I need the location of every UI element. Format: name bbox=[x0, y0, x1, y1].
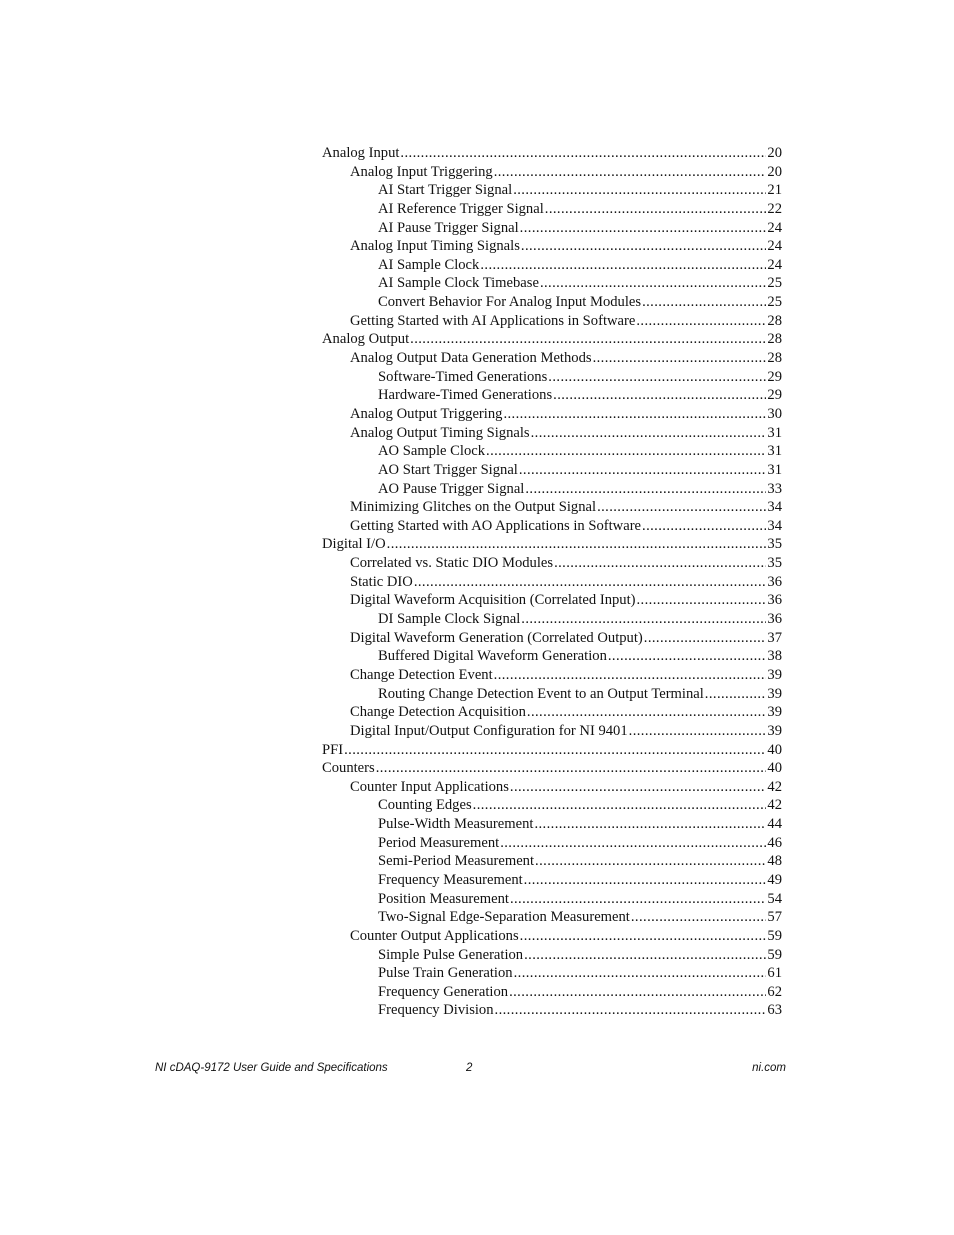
toc-entry[interactable] bbox=[322, 983, 782, 1002]
toc-entry-page-number: 31 bbox=[767, 461, 782, 478]
toc-dot-leader bbox=[540, 274, 766, 293]
toc-entry-page-number: 25 bbox=[767, 275, 782, 292]
toc-dot-leader bbox=[410, 330, 766, 349]
toc-entry-page-number: 39 bbox=[767, 685, 782, 702]
toc-dot-leader bbox=[510, 890, 766, 909]
toc-entry-page-number: 29 bbox=[767, 368, 782, 385]
toc-entry-page-number: 24 bbox=[767, 256, 782, 273]
toc-entry-page-number: 63 bbox=[767, 1002, 782, 1019]
toc-entry-page-number: 39 bbox=[767, 704, 782, 721]
toc-dot-leader bbox=[509, 983, 766, 1002]
toc-entry-page-number: 42 bbox=[767, 797, 782, 814]
toc-dot-leader bbox=[527, 703, 767, 722]
toc-entry-title: AI Sample Clock bbox=[378, 256, 480, 273]
toc-entry-page-number: 62 bbox=[767, 983, 782, 1000]
toc-dot-leader bbox=[631, 908, 767, 927]
toc-dot-leader bbox=[531, 424, 767, 443]
toc-dot-leader bbox=[636, 312, 766, 331]
toc-entry-page-number: 31 bbox=[767, 443, 782, 460]
toc-entry-page-number: 34 bbox=[767, 517, 782, 534]
toc-dot-leader bbox=[486, 442, 766, 461]
toc-entry-title: Period Measurement bbox=[378, 834, 500, 851]
toc-dot-leader bbox=[344, 741, 766, 760]
toc-dot-leader bbox=[521, 237, 767, 256]
toc-entry-title: AI Sample Clock Timebase bbox=[378, 275, 539, 292]
toc-entry[interactable] bbox=[322, 741, 782, 760]
table-of-contents bbox=[322, 144, 782, 1020]
toc-entry-title: Pulse-Width Measurement bbox=[378, 816, 534, 833]
toc-entry-title: Analog Input Timing Signals bbox=[350, 238, 520, 255]
toc-entry[interactable] bbox=[322, 666, 782, 685]
toc-entry-title: Simple Pulse Generation bbox=[378, 946, 524, 963]
toc-entry-page-number: 28 bbox=[767, 331, 782, 348]
toc-entry[interactable] bbox=[322, 647, 782, 666]
toc-entry-title: Digital Input/Output Configuration for NI 9401 bbox=[350, 722, 628, 739]
toc-dot-leader bbox=[642, 517, 766, 536]
toc-entry[interactable] bbox=[322, 890, 782, 909]
toc-entry-page-number: 20 bbox=[767, 163, 782, 180]
toc-dot-leader bbox=[535, 852, 766, 871]
toc-entry-title: AI Reference Trigger Signal bbox=[378, 200, 544, 217]
toc-dot-leader bbox=[705, 685, 767, 704]
toc-entry-page-number: 31 bbox=[767, 424, 782, 441]
toc-entry[interactable] bbox=[322, 629, 782, 648]
toc-entry[interactable] bbox=[322, 274, 782, 293]
toc-entry-title: Correlated vs. Static DIO Modules bbox=[350, 555, 554, 572]
toc-entry-title: Frequency Generation bbox=[378, 983, 509, 1000]
toc-entry-title: Static DIO bbox=[350, 573, 413, 590]
toc-entry-page-number: 48 bbox=[767, 853, 782, 870]
toc-entry-title: Minimizing Glitches on the Output Signal bbox=[350, 499, 597, 516]
toc-entry-title: Frequency Division bbox=[378, 1002, 494, 1019]
toc-entry-page-number: 20 bbox=[767, 145, 782, 161]
toc-entry-title: Semi-Period Measurement bbox=[378, 853, 535, 870]
toc-dot-leader bbox=[513, 181, 766, 200]
toc-entry-page-number: 40 bbox=[767, 741, 782, 758]
toc-entry-title: Convert Behavior For Analog Input Modules bbox=[378, 294, 642, 311]
toc-entry[interactable] bbox=[322, 256, 782, 275]
toc-entry-page-number: 44 bbox=[767, 816, 782, 833]
toc-dot-leader bbox=[524, 871, 767, 890]
toc-entry-title: Frequency Measurement bbox=[378, 871, 523, 888]
page-footer bbox=[0, 1062, 954, 1078]
toc-entry[interactable] bbox=[322, 424, 782, 443]
toc-entry[interactable] bbox=[322, 796, 782, 815]
toc-entry-page-number: 36 bbox=[767, 573, 782, 590]
toc-entry-title: Position Measurement bbox=[378, 890, 509, 907]
toc-entry-title: Analog Input Triggering bbox=[350, 163, 493, 180]
toc-entry[interactable] bbox=[322, 517, 782, 536]
toc-entry-title: Analog Input bbox=[322, 145, 400, 161]
toc-dot-leader bbox=[545, 200, 767, 219]
toc-entry[interactable] bbox=[322, 610, 782, 629]
toc-entry-page-number: 40 bbox=[767, 760, 782, 777]
toc-dot-leader bbox=[503, 405, 766, 424]
toc-entry-title: Analog Output Timing Signals bbox=[350, 424, 530, 441]
toc-entry-title: AI Pause Trigger Signal bbox=[378, 219, 519, 236]
toc-entry[interactable] bbox=[322, 368, 782, 387]
toc-dot-leader bbox=[495, 1001, 767, 1020]
toc-dot-leader bbox=[524, 946, 766, 965]
toc-entry-page-number: 25 bbox=[767, 294, 782, 311]
toc-dot-leader bbox=[644, 629, 767, 648]
toc-entry[interactable] bbox=[322, 703, 782, 722]
toc-entry-page-number: 35 bbox=[767, 536, 782, 553]
toc-entry-page-number: 49 bbox=[767, 871, 782, 888]
toc-entry-title: AO Start Trigger Signal bbox=[378, 461, 518, 478]
toc-entry-title: Analog Output bbox=[322, 331, 410, 348]
toc-entry-page-number: 59 bbox=[767, 927, 782, 944]
toc-dot-leader bbox=[494, 666, 767, 685]
toc-dot-leader bbox=[480, 256, 766, 275]
toc-entry[interactable] bbox=[322, 573, 782, 592]
toc-entry-title: DI Sample Clock Signal bbox=[378, 611, 521, 628]
toc-entry[interactable] bbox=[322, 200, 782, 219]
toc-entry-page-number: 39 bbox=[767, 722, 782, 739]
footer-website: ni.com bbox=[752, 1062, 786, 1074]
toc-entry-page-number: 28 bbox=[767, 312, 782, 329]
toc-entry-title: Software-Timed Generations bbox=[378, 368, 548, 385]
toc-entry-page-number: 46 bbox=[767, 834, 782, 851]
toc-entry-page-number: 33 bbox=[767, 480, 782, 497]
toc-entry-title: Two-Signal Edge-Separation Measurement bbox=[378, 909, 630, 926]
toc-dot-leader bbox=[629, 722, 767, 741]
toc-entry[interactable] bbox=[322, 442, 782, 461]
toc-entry-page-number: 30 bbox=[767, 405, 782, 422]
toc-entry-title: AO Sample Clock bbox=[378, 443, 486, 460]
toc-dot-leader bbox=[608, 647, 767, 666]
toc-entry-title: Analog Output Triggering bbox=[350, 405, 503, 422]
toc-entry-title: Getting Started with AO Applications in Software bbox=[350, 517, 642, 534]
toc-entry[interactable] bbox=[322, 498, 782, 517]
toc-entry-title: Buffered Digital Waveform Generation bbox=[378, 648, 607, 665]
toc-entry-title: Getting Started with AI Applications in Software bbox=[350, 312, 636, 329]
toc-entry-title: PFI bbox=[322, 741, 344, 758]
toc-entry[interactable] bbox=[322, 144, 782, 163]
toc-entry[interactable] bbox=[322, 237, 782, 256]
toc-dot-leader bbox=[520, 219, 767, 238]
toc-entry-page-number: 29 bbox=[767, 387, 782, 404]
toc-entry-page-number: 57 bbox=[767, 909, 782, 926]
toc-dot-leader bbox=[554, 554, 766, 573]
toc-dot-leader bbox=[494, 163, 767, 182]
toc-entry-page-number: 24 bbox=[767, 238, 782, 255]
toc-entry[interactable] bbox=[322, 834, 782, 853]
toc-dot-leader bbox=[593, 349, 767, 368]
toc-entry-title: Digital Waveform Acquisition (Correlated Input) bbox=[350, 592, 636, 609]
toc-dot-leader bbox=[525, 480, 766, 499]
toc-entry-page-number: 39 bbox=[767, 666, 782, 683]
toc-dot-leader bbox=[400, 144, 766, 163]
toc-entry[interactable] bbox=[322, 964, 782, 983]
toc-entry-page-number: 37 bbox=[767, 629, 782, 646]
toc-entry-page-number: 35 bbox=[767, 555, 782, 572]
toc-dot-leader bbox=[376, 759, 767, 778]
toc-entry-title: Counting Edges bbox=[378, 797, 472, 814]
toc-dot-leader bbox=[637, 591, 767, 610]
toc-entry[interactable] bbox=[322, 722, 782, 741]
toc-entry[interactable] bbox=[322, 405, 782, 424]
toc-dot-leader bbox=[521, 610, 766, 629]
toc-dot-leader bbox=[534, 815, 766, 834]
toc-entry-title: Routing Change Detection Event to an Output Terminal bbox=[378, 685, 704, 702]
toc-entry-page-number: 36 bbox=[767, 611, 782, 628]
toc-entry-page-number: 59 bbox=[767, 946, 782, 963]
toc-entry[interactable] bbox=[322, 181, 782, 200]
toc-entry[interactable] bbox=[322, 815, 782, 834]
toc-dot-leader bbox=[520, 927, 767, 946]
toc-entry[interactable] bbox=[322, 852, 782, 871]
toc-entry[interactable] bbox=[322, 685, 782, 704]
toc-entry[interactable] bbox=[322, 461, 782, 480]
toc-entry-page-number: 36 bbox=[767, 592, 782, 609]
toc-dot-leader bbox=[414, 573, 767, 592]
toc-entry[interactable] bbox=[322, 1001, 782, 1020]
footer-document-title: NI cDAQ-9172 User Guide and Specifications bbox=[155, 1062, 388, 1074]
toc-entry-title: Change Detection Acquisition bbox=[350, 704, 526, 721]
toc-entry-title: AO Pause Trigger Signal bbox=[378, 480, 525, 497]
toc-entry-title: Counter Input Applications bbox=[350, 778, 509, 795]
toc-entry-page-number: 42 bbox=[767, 778, 782, 795]
toc-dot-leader bbox=[500, 834, 766, 853]
toc-entry[interactable] bbox=[322, 591, 782, 610]
toc-entry[interactable] bbox=[322, 927, 782, 946]
toc-entry[interactable] bbox=[322, 480, 782, 499]
toc-entry-title: Digital Waveform Generation (Correlated Output) bbox=[350, 629, 643, 646]
toc-entry[interactable] bbox=[322, 554, 782, 573]
toc-entry-title: Analog Output Data Generation Methods bbox=[350, 350, 592, 367]
toc-entry[interactable] bbox=[322, 908, 782, 927]
toc-entry-page-number: 61 bbox=[767, 965, 782, 982]
toc-entry[interactable] bbox=[322, 312, 782, 331]
toc-dot-leader bbox=[519, 461, 767, 480]
toc-entry[interactable] bbox=[322, 349, 782, 368]
toc-dot-leader bbox=[642, 293, 766, 312]
toc-entry[interactable] bbox=[322, 293, 782, 312]
toc-dot-leader bbox=[553, 386, 766, 405]
toc-dot-leader bbox=[510, 778, 767, 797]
toc-dot-leader bbox=[597, 498, 766, 517]
toc-entry-title: Counters bbox=[322, 760, 375, 777]
toc-entry-page-number: 24 bbox=[767, 219, 782, 236]
toc-entry-page-number: 21 bbox=[767, 182, 782, 199]
toc-entry-title: Counter Output Applications bbox=[350, 927, 519, 944]
toc-entry[interactable] bbox=[322, 946, 782, 965]
toc-entry-page-number: 38 bbox=[767, 648, 782, 665]
toc-dot-leader bbox=[473, 796, 767, 815]
toc-entry[interactable] bbox=[322, 330, 782, 349]
toc-entry-title: AI Start Trigger Signal bbox=[378, 182, 513, 199]
toc-entry-page-number: 28 bbox=[767, 350, 782, 367]
footer-page-number: 2 bbox=[466, 1062, 473, 1074]
toc-dot-leader bbox=[387, 535, 767, 554]
toc-dot-leader bbox=[514, 964, 767, 983]
toc-entry-title: Pulse Train Generation bbox=[378, 965, 513, 982]
toc-entry-page-number: 54 bbox=[767, 890, 782, 907]
toc-entry[interactable] bbox=[322, 535, 782, 554]
toc-entry-page-number: 22 bbox=[767, 200, 782, 217]
toc-entry-title: Digital I/O bbox=[322, 536, 386, 553]
toc-dot-leader bbox=[548, 368, 766, 387]
toc-entry[interactable] bbox=[322, 871, 782, 890]
toc-entry-page-number: 34 bbox=[767, 499, 782, 516]
toc-entry-title: Hardware-Timed Generations bbox=[378, 387, 553, 404]
toc-entry[interactable] bbox=[322, 163, 782, 182]
toc-entry-title: Change Detection Event bbox=[350, 666, 493, 683]
toc-entry[interactable] bbox=[322, 778, 782, 797]
toc-entry[interactable] bbox=[322, 219, 782, 238]
toc-entry[interactable] bbox=[322, 386, 782, 405]
toc-entry[interactable] bbox=[322, 759, 782, 778]
